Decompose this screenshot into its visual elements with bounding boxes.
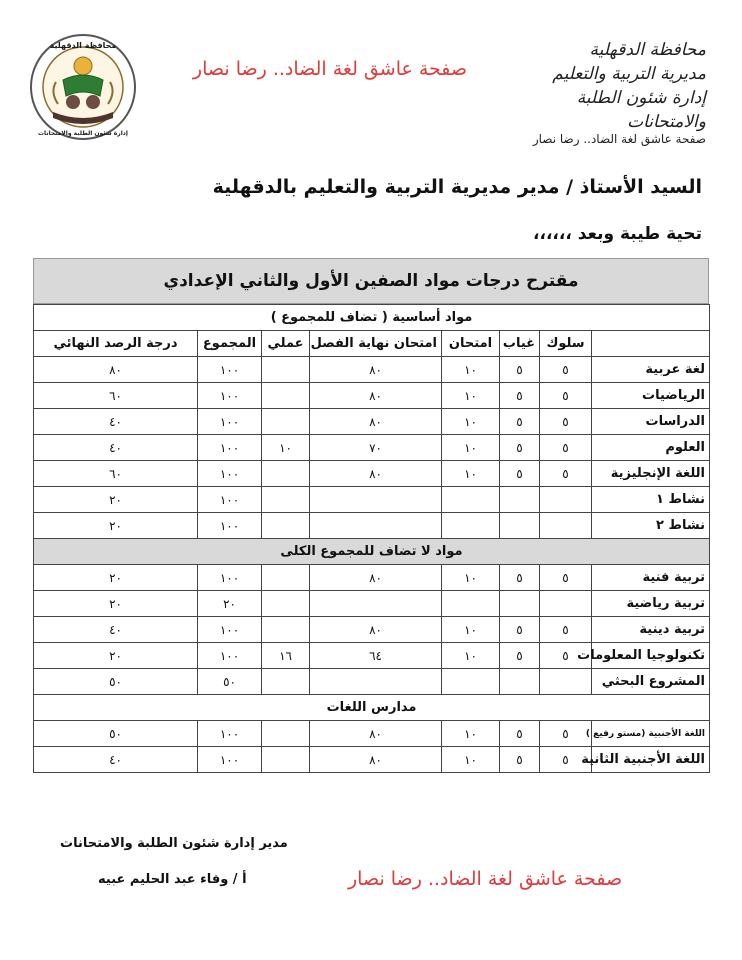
grade-cell: ١٠٠ — [198, 383, 262, 409]
grade-cell: ١٠٠ — [198, 409, 262, 435]
table-row — [34, 409, 710, 435]
grades-table — [33, 304, 710, 773]
grade-cell: ٥٠ — [198, 669, 262, 695]
grade-cell: ٤٠ — [34, 409, 198, 435]
table-row — [34, 617, 710, 643]
column-header — [592, 331, 710, 357]
grade-cell: ٨٠ — [310, 747, 442, 773]
grade-cell: ٥ — [500, 565, 540, 591]
grade-cell: ١٠ — [442, 643, 500, 669]
grade-cell: ٨٠ — [310, 461, 442, 487]
grade-cell — [262, 409, 310, 435]
grade-cell: ١٦ — [262, 643, 310, 669]
grade-cell: ١٠ — [442, 435, 500, 461]
grade-cell: ٦٤ — [310, 643, 442, 669]
section-basic — [34, 305, 710, 331]
grade-cell — [262, 565, 310, 591]
section-extra — [34, 539, 710, 565]
grade-cell: ٨٠ — [310, 357, 442, 383]
grade-cell: ١٠٠ — [198, 617, 262, 643]
section-lang — [34, 695, 710, 721]
grade-cell: ٨٠ — [310, 409, 442, 435]
table-row — [34, 747, 710, 773]
subject-cell: العلوم — [592, 435, 710, 461]
handwritten-line-directorate: مديرية التربية والتعليم — [552, 64, 706, 84]
grade-cell: ١٠ — [442, 461, 500, 487]
grade-cell: ٨٠ — [310, 721, 442, 747]
table-row — [34, 461, 710, 487]
grade-cell — [540, 513, 592, 539]
grade-cell: ٢٠ — [34, 565, 198, 591]
grade-cell: ٤٠ — [34, 435, 198, 461]
grade-cell: ٥ — [500, 617, 540, 643]
grade-cell: ٥ — [500, 747, 540, 773]
grade-cell: ٥ — [500, 461, 540, 487]
grade-cell — [262, 591, 310, 617]
grade-cell: ٨٠ — [34, 357, 198, 383]
subject-cell: الرياضيات — [592, 383, 710, 409]
subject-cell: اللغة الإنجليزية — [592, 461, 710, 487]
logo-text-bottom: إدارة شئون الطلبة والامتحانات — [38, 130, 128, 137]
table-row — [34, 357, 710, 383]
grade-cell: ١٠٠ — [198, 747, 262, 773]
table-row — [34, 669, 710, 695]
logo-text-top: محافظة الدقهلية — [49, 41, 117, 50]
grade-cell — [310, 591, 442, 617]
grade-cell: ١٠ — [442, 565, 500, 591]
handwritten-line-administration: إدارة شئون الطلبة والامتحانات — [576, 88, 706, 132]
grade-cell — [310, 513, 442, 539]
grade-cell — [262, 747, 310, 773]
grade-cell: ١٠٠ — [198, 357, 262, 383]
grade-cell: ٥ — [540, 617, 592, 643]
grade-cell — [442, 513, 500, 539]
table-row — [34, 643, 710, 669]
grade-cell: ٥ — [540, 643, 592, 669]
grade-cell: ٤٠ — [34, 747, 198, 773]
grade-cell: ١٠٠ — [198, 721, 262, 747]
subject-cell: لغة عربية — [592, 357, 710, 383]
grade-cell: ٧٠ — [310, 435, 442, 461]
grade-cell: ٢٠ — [34, 643, 198, 669]
table-row — [34, 591, 710, 617]
grade-cell: ٥ — [540, 435, 592, 461]
grade-cell — [310, 669, 442, 695]
grade-cell — [262, 721, 310, 747]
grade-cell: ٥٠ — [34, 669, 198, 695]
handwritten-header — [506, 38, 706, 134]
grade-cell: ٥٠ — [34, 721, 198, 747]
table-row — [34, 565, 710, 591]
table-row — [34, 513, 710, 539]
header-sub-caption: صفحة عاشق لغة الضاد.. رضا نصار — [532, 132, 706, 146]
grade-cell — [442, 669, 500, 695]
subject-cell: تربية فنية — [592, 565, 710, 591]
column-header: درجة الرصد النهائي — [34, 331, 198, 357]
grade-cell — [540, 591, 592, 617]
grade-cell: ٦٠ — [34, 383, 198, 409]
grade-cell — [262, 383, 310, 409]
grade-cell: ٨٠ — [310, 383, 442, 409]
grade-cell: ١٠ — [442, 383, 500, 409]
grade-cell: ١٠٠ — [198, 461, 262, 487]
subject-cell: اللغة الأجنبية (مستو رفيع ) — [592, 721, 710, 747]
grade-cell: ٥ — [540, 565, 592, 591]
grade-cell — [262, 617, 310, 643]
grade-cell: ٢٠ — [34, 591, 198, 617]
column-header: غياب — [500, 331, 540, 357]
grade-cell: ٥ — [500, 383, 540, 409]
grade-cell: ١٠ — [442, 721, 500, 747]
grade-cell — [540, 669, 592, 695]
signatory-title: مدير إدارة شئون الطلبة والامتحانات — [60, 836, 288, 851]
table-title: مقترح درجات مواد الصفين الأول والثاني الإعدادي — [33, 258, 709, 304]
directorate-logo — [28, 32, 138, 142]
subject-cell: تربية رياضية — [592, 591, 710, 617]
grade-cell — [500, 669, 540, 695]
grade-cell: ٤٠ — [34, 617, 198, 643]
grade-cell: ١٠ — [262, 435, 310, 461]
subject-cell: تربية دينية — [592, 617, 710, 643]
subject-cell: نشاط ٢ — [592, 513, 710, 539]
table-row — [34, 487, 710, 513]
grade-cell — [310, 487, 442, 513]
grade-cell: ٨٠ — [310, 565, 442, 591]
grade-cell: ١٠٠ — [198, 435, 262, 461]
greeting-line: تحية طيبة وبعد ،،،،،، — [533, 224, 702, 244]
grade-cell — [442, 591, 500, 617]
grade-cell — [262, 487, 310, 513]
grade-cell — [540, 487, 592, 513]
column-header-row — [34, 331, 710, 357]
grade-cell: ٢٠ — [34, 513, 198, 539]
grade-cell: ١٠ — [442, 747, 500, 773]
column-header: سلوك — [540, 331, 592, 357]
grade-cell: ٢٠ — [34, 487, 198, 513]
addressee-line: السيد الأستاذ / مدير مديرية التربية والتعليم بالدقهلية — [212, 176, 702, 198]
grade-cell — [262, 357, 310, 383]
grade-cell: ٥ — [500, 409, 540, 435]
grade-cell: ١٠ — [442, 409, 500, 435]
grade-cell — [500, 487, 540, 513]
grade-cell: ١٠٠ — [198, 565, 262, 591]
table-row — [34, 721, 710, 747]
grade-cell: ٥ — [540, 357, 592, 383]
column-header: المجموع — [198, 331, 262, 357]
subject-cell: المشروع البحثي — [592, 669, 710, 695]
column-header: امتحان نهاية الفصل — [310, 331, 442, 357]
table-row — [34, 383, 710, 409]
grade-cell: ١٠٠ — [198, 643, 262, 669]
grade-cell: ١٠٠ — [198, 513, 262, 539]
grade-cell — [262, 669, 310, 695]
grade-cell: ٥ — [500, 643, 540, 669]
signatory-name: أ / وفاء عبد الحليم عبيه — [98, 872, 247, 887]
section-lang-label: مدارس اللغات — [34, 695, 710, 721]
grade-cell: ٥ — [540, 721, 592, 747]
grade-cell — [442, 487, 500, 513]
grade-cell: ٥ — [500, 435, 540, 461]
column-header: امتحان — [442, 331, 500, 357]
grade-cell: ٥ — [500, 357, 540, 383]
handwritten-line-governorate: محافظة الدقهلية — [589, 40, 706, 60]
section-basic-label: مواد أساسية ( تضاف للمجموع ) — [34, 305, 710, 331]
column-header: عملي — [262, 331, 310, 357]
grade-cell: ١٠٠ — [198, 487, 262, 513]
grade-cell: ٨٠ — [310, 617, 442, 643]
subject-cell: تكنولوجيا المعلومات — [592, 643, 710, 669]
subject-cell: اللغة الأجنبية الثانية — [592, 747, 710, 773]
grade-cell: ٥ — [540, 409, 592, 435]
section-extra-label: مواد لا تضاف للمجموع الكلى — [34, 539, 710, 565]
subject-cell: الدراسات — [592, 409, 710, 435]
grade-cell — [262, 461, 310, 487]
grade-cell — [500, 513, 540, 539]
grade-cell: ١٠ — [442, 357, 500, 383]
grade-cell: ٢٠ — [198, 591, 262, 617]
grade-cell: ٦٠ — [34, 461, 198, 487]
grade-cell — [262, 513, 310, 539]
watermark-top: صفحة عاشق لغة الضاد.. رضا نصار — [192, 58, 468, 80]
grade-cell: ١٠ — [442, 617, 500, 643]
watermark-bottom: صفحة عاشق لغة الضاد.. رضا نصار — [348, 868, 623, 890]
grade-cell: ٥ — [540, 461, 592, 487]
subject-cell: نشاط ١ — [592, 487, 710, 513]
grade-cell: ٥ — [540, 747, 592, 773]
table-row — [34, 435, 710, 461]
grade-cell: ٥ — [540, 383, 592, 409]
grade-cell — [500, 591, 540, 617]
grade-cell: ٥ — [500, 721, 540, 747]
